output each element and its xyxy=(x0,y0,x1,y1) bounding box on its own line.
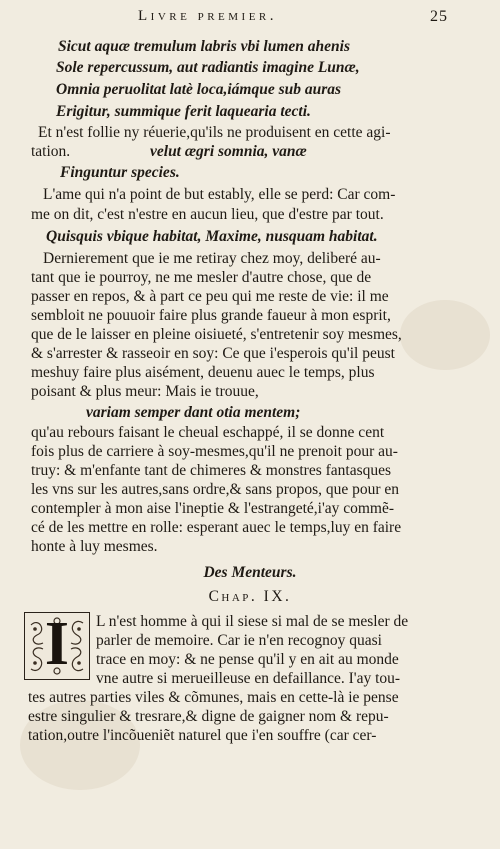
verse-line: Quisquis vbique habitat, Maxime, nusquam habitat. xyxy=(46,228,378,245)
text-line: tation. xyxy=(31,143,71,160)
text-line: cé de les mettre en rolle: esperant auec le temps,luy en faire xyxy=(31,519,402,536)
text-line: L n'est homme à qui il siese si mal de se mesler de xyxy=(96,613,409,630)
text-line: Et n'est follie ny réuerie,qu'ils ne produisent en cette agi- xyxy=(38,124,391,141)
running-title: Livre premier. xyxy=(138,8,277,24)
text-line: fois plus de carriere à soy-mesmes,qu'il ne prenoit pour au- xyxy=(31,443,398,460)
text-line: tation,outre l'incõueniẽt naturel que i'en souffre (car cer- xyxy=(28,727,377,744)
text-line: poisant & plus meur: Mais ie trouue, xyxy=(31,383,259,400)
text-line: sembloit ne pouuoir faire plus grande faueur à mon esprit, xyxy=(31,307,391,324)
verse-line: Erigitur, summique ferit laquearia tecti. xyxy=(56,103,311,120)
inline-quote: velut ægri somnia, vanæ xyxy=(150,143,307,160)
chapter-title: Chap. IX. xyxy=(208,588,292,605)
verse-line: Sicut aquæ tremulum labris vbi lumen ahenis xyxy=(58,38,350,55)
decorated-initial xyxy=(24,612,90,680)
text-line: tant que ie pourroy, ne me mesler d'autre chose, que de xyxy=(31,269,372,286)
text-line: Dernierement que ie me retiray chez moy, deliberé au- xyxy=(43,250,381,267)
text-line: L'ame qui n'a point de but estably, elle se perd: Car com- xyxy=(43,186,396,203)
initial-letter: I xyxy=(44,610,70,678)
text-line: honte à luy mesmes. xyxy=(31,538,158,555)
section-title: Des Menteurs. xyxy=(203,564,297,581)
text-line: truy: & m'enfante tant de chimeres & monstres fantasques xyxy=(31,462,392,479)
text-line: tes autres parties viles & cõmunes, mais en cette-là ie pense xyxy=(28,689,399,706)
verse-line: variam semper dant otia mentem; xyxy=(86,404,301,421)
text-line: me on dit, c'est n'estre en aucun lieu, que d'estre par tout. xyxy=(31,206,384,223)
text-line: vne autre si merueilleuse en defaillance. I'ay tou- xyxy=(96,670,401,687)
text-line: estre singulier & tresrare,& digne de gaigner nom & repu- xyxy=(28,708,389,725)
text-line: qu'au rebours faisant le cheual eschappé, il se donne cent xyxy=(31,424,385,441)
text-line: meshuy faire plus aisément, deuenu auec le temps, plus xyxy=(31,364,375,381)
text-line: trace en moy: & ne pense qu'il y en ait au monde xyxy=(96,651,399,668)
text-line: les vns sur les autres,sans ordre,& sans propos, que pour en xyxy=(31,481,400,498)
text-line: contempler à mon aise l'ineptie & l'estrangeté,i'ay commẽ- xyxy=(31,500,395,517)
text-line: parler de memoire. Car ie n'en recognoy quasi xyxy=(96,632,382,649)
text-line: passer en repos, & à part ce peu qui me reste de vie: il me xyxy=(31,288,389,305)
verse-line: Finguntur species. xyxy=(60,164,180,181)
page-number: 25 xyxy=(430,8,448,25)
text-line: & s'arrester & rasseoir en soy: Ce que i'esperois qu'il peust xyxy=(31,345,395,362)
verse-line: Omnia peruolitat latè loca,iámque sub auras xyxy=(56,81,342,98)
verse-line: Sole repercussum, aut radiantis imagine Lunæ, xyxy=(56,59,360,76)
text-line: que de le laisser en pleine oisiueté, s'entretenir soy mesmes, xyxy=(31,326,402,343)
paper-stain xyxy=(400,300,490,370)
